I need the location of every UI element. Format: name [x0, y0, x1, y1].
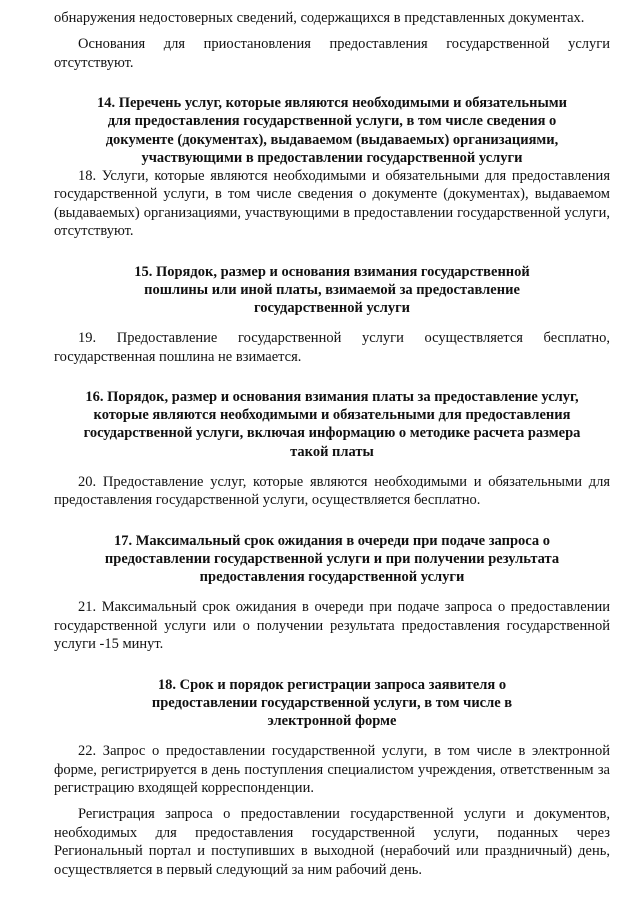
paragraph-registration: Регистрация запроса о предоставлении государственной услуги и документов, необходимых для предоставления государственной услуги, поданных через Региональный портал и поступивших в выходной (нерабочий или праздничный) день, осуществляется в первый следующий за ним рабочий день.	[54, 806, 610, 878]
heading-section-17: 17. Максимальный срок ожидания в очереди при подаче запроса о предоставлении государственной услуги и при получении результата предоставления государственной услуги	[104, 532, 560, 586]
heading-section-18: 18. Срок и порядок регистрации запроса заявителя о предоставлении государственной услуги, в том числе в электронной форме	[151, 676, 513, 729]
document-page	[54, 9, 610, 879]
paragraph-18: 18. Услуги, которые являются необходимыми и обязательными для предоставления государственной услуги, в том числе сведения о документе (документах), выдаваемом (выдаваемых) организациями, участвующими в предоставлении государственной услуги, отсутствуют.	[54, 168, 610, 240]
paragraph-19: 19. Предоставление государственной услуги осуществляется бесплатно, государственная пошлина не взимается.	[54, 330, 610, 365]
paragraph-21: 21. Максимальный срок ожидания в очереди при подаче запроса о предоставлении государственной услуги или о получении результата предоставления государственной услуги -15 минут.	[54, 599, 610, 653]
heading-section-16: 16. Порядок, размер и основания взимания платы за предоставление услуг, которые являются необходимыми и обязательными для предоставления государственной услуги, включая информацию о методике расчета размера такой платы	[83, 389, 581, 460]
heading-section-15: 15. Порядок, размер и основания взимания государственной пошлины или иной платы, взимаемой за предоставление государственной услуги	[134, 263, 530, 317]
paragraph-suspension-grounds: Основания для приостановления предоставления государственной услуги отсутствуют.	[54, 36, 610, 71]
paragraph-20: 20. Предоставление услуг, которые являются необходимыми и обязательными для предоставления государственной услуги, осуществляется бесплатно.	[54, 473, 610, 509]
heading-section-14: 14. Перечень услуг, которые являются необходимыми и обязательными для предоставления государственной услуги, в том числе сведения о документе (документах), выдаваемом (выдаваемых) организациями, участвующими в предоставлении государственной услуги	[96, 95, 568, 166]
paragraph-22: 22. Запрос о предоставлении государственной услуги, в том числе в электронной форме, регистрируется в день поступления специалистом учреждения, ответственным за регистрацию входящей корреспонденции.	[54, 743, 610, 796]
paragraph-continuation: обнаружения недостоверных сведений, содержащихся в представленных документах.	[54, 10, 585, 26]
